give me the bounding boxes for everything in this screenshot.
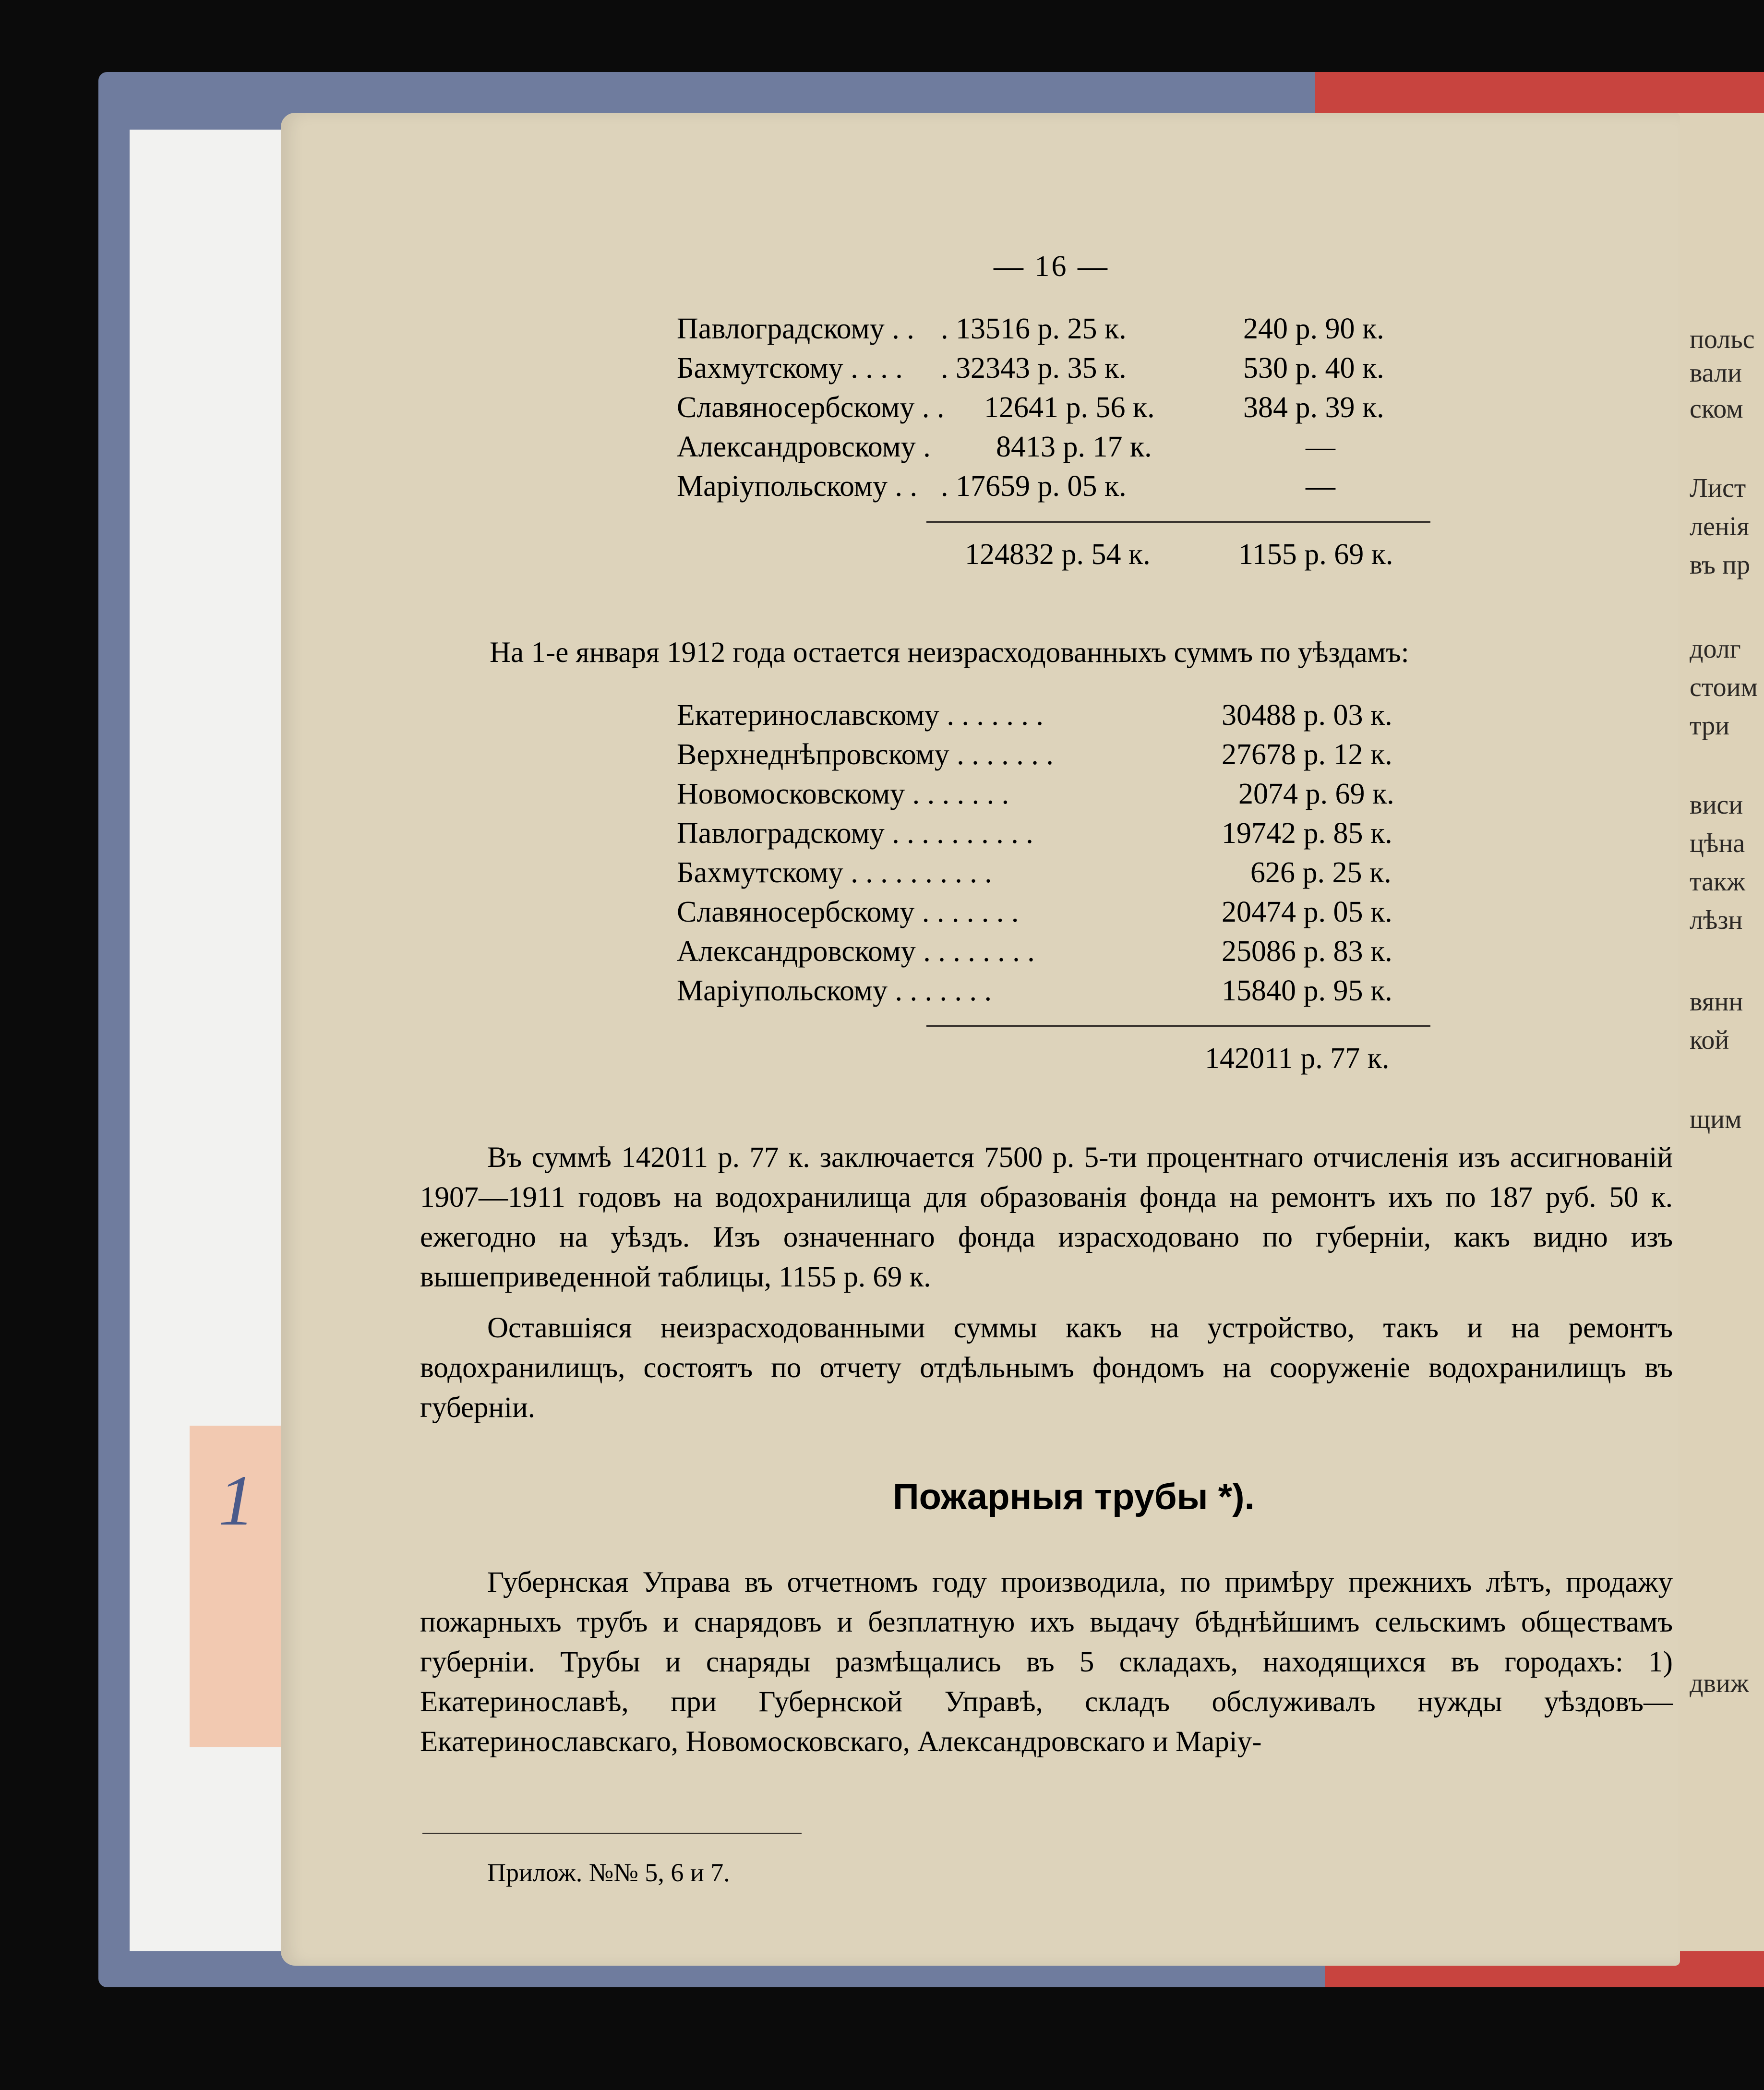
table-row	[677, 817, 1392, 851]
total-sum: 124832 р. 54 к.	[965, 538, 1151, 571]
next-page-line: лѣзн	[1690, 905, 1743, 935]
table-row	[677, 391, 1384, 425]
district-name: Бахмутскому . . . . . . . . . .	[677, 856, 992, 889]
table-row	[677, 738, 1392, 772]
remain-total: 142011 р. 77 к.	[1205, 1042, 1390, 1075]
remain-heading: На 1-е января 1912 года остается неизрасходованныхъ суммъ по уѣздамъ:	[490, 637, 1409, 669]
district-name: Верхнеднѣпровскому . . . . . . .	[677, 738, 1054, 771]
table-row	[677, 312, 1384, 346]
page-number: — 16 —	[994, 250, 1109, 283]
remain-value: 626 р. 25 к.	[1250, 856, 1392, 889]
total-row	[965, 538, 1393, 572]
table-row	[677, 351, 1384, 385]
spent-value: 240 р. 90 к.	[1243, 312, 1384, 345]
next-page-line: такж	[1690, 867, 1745, 897]
spent-value: —	[1306, 470, 1335, 503]
district-name: Бахмутскому . . . .	[677, 352, 903, 384]
district-name: Маріупольскому . .	[677, 470, 917, 503]
footnote: Прилож. №№ 5, 6 и 7.	[487, 1858, 730, 1887]
table-row	[677, 856, 1392, 890]
next-page-line: вянн	[1690, 987, 1743, 1017]
remain-value: 27678 р. 12 к.	[1222, 738, 1392, 771]
sum-value: . 32343 р. 35 к.	[941, 352, 1127, 384]
next-page-line: три	[1690, 711, 1730, 741]
district-name: Александровскому .	[677, 431, 931, 463]
district-name: Павлоградскому . . . . . . . . . .	[677, 817, 1033, 850]
district-name: Александровскому . . . . . . . .	[677, 935, 1035, 968]
sum-value: 8413 р. 17 к.	[996, 431, 1152, 463]
district-name: Славяносербскому . .	[677, 391, 945, 424]
district-name: Славяносербскому . . . . . . .	[677, 896, 1019, 928]
next-page-line: въ пр	[1690, 550, 1750, 580]
table-row	[677, 935, 1392, 969]
spent-value: 530 р. 40 к.	[1243, 352, 1384, 384]
table-row	[677, 895, 1392, 929]
remain-value: 15840 р. 95 к.	[1222, 974, 1392, 1007]
next-page-line: цѣна	[1690, 829, 1745, 858]
remain-value: 19742 р. 85 к.	[1222, 817, 1392, 850]
remain-value: 2074 р. 69 к.	[1238, 778, 1394, 810]
remain-value: 20474 р. 05 к.	[1222, 896, 1392, 928]
sum-value: . 17659 р. 05 к.	[941, 470, 1127, 503]
next-page-line: стоим	[1690, 673, 1758, 702]
sum-value: . 13516 р. 25 к.	[941, 312, 1127, 345]
next-page-line: ском	[1690, 394, 1743, 424]
table-row	[677, 430, 1335, 464]
section-paragraph: Губернская Управа въ отчетномъ году производила, по примѣру прежнихъ лѣтъ, продажу пожарныхъ трубъ и снарядовъ и безплатную ихъ выдачу бѣднѣйшимъ сельскимъ обществамъ губерніи. Трубы и снаряды размѣщались въ 5 складахъ, находящихся въ городахъ: 1) Екатеринославѣ, при Губернской Управѣ, складъ обслуживалъ нужды уѣздовъ—Екатеринославскаго, Новомосковскаго, Александровскаго и Маріу-	[420, 1566, 1673, 1758]
paragraph: Въ суммѣ 142011 р. 77 к. заключается 7500 р. 5-ти процентнаго отчисленія изъ ассигнованій 1907—1911 годовъ на водохранилища для образованія фонда на ремонтъ ихъ по 187 руб. 50 к. ежегодно на уѣздъ. Изъ означеннаго фонда израсходовано по губерніи, какъ видно изъ вышеприведенной таблицы, 1155 р. 69 к.	[420, 1141, 1673, 1293]
district-name: Новомосковскому . . . . . . .	[677, 778, 1009, 810]
remain-value: 25086 р. 83 к.	[1222, 935, 1392, 968]
next-page-line: ленія	[1690, 512, 1750, 541]
next-page-line: Лист	[1690, 473, 1746, 503]
table-row	[677, 698, 1392, 733]
section-title: Пожарныя трубы *).	[893, 1477, 1255, 1517]
margin-note: 1	[218, 1461, 254, 1540]
district-name: Маріупольскому . . . . . . .	[677, 974, 992, 1007]
total-rule	[926, 1025, 1430, 1027]
sum-value: 12641 р. 56 к.	[984, 391, 1155, 424]
table-row	[677, 974, 1392, 1008]
total-rule	[926, 521, 1430, 523]
footnote-rule	[422, 1833, 802, 1834]
table-row	[677, 777, 1394, 811]
remain-value: 30488 р. 03 к.	[1222, 699, 1392, 732]
table-row	[677, 469, 1335, 504]
spent-value: 384 р. 39 к.	[1243, 391, 1384, 424]
next-page-line: щим	[1690, 1105, 1742, 1134]
next-page-line: кой	[1690, 1025, 1729, 1055]
paragraph: Оставшіяся неизрасходованными суммы какъ на устройство, такъ и на ремонтъ водохранилищъ, состоятъ по отчету отдѣльнымъ фондомъ на сооруженіе водохранилищъ въ губерніи.	[420, 1312, 1673, 1424]
district-name: Павлоградскому . .	[677, 312, 914, 345]
total-spent: 1155 р. 69 к.	[1238, 538, 1393, 571]
next-page-line: вали	[1690, 358, 1742, 388]
district-name: Екатеринославскому . . . . . . .	[677, 699, 1044, 732]
spent-value: —	[1306, 431, 1335, 463]
next-page-line: виси	[1690, 790, 1743, 820]
next-page-line: долг	[1690, 634, 1741, 664]
next-page-line: движ	[1690, 1669, 1749, 1698]
cover-spine-top	[1315, 72, 1764, 115]
next-page-line: польс	[1690, 324, 1755, 354]
